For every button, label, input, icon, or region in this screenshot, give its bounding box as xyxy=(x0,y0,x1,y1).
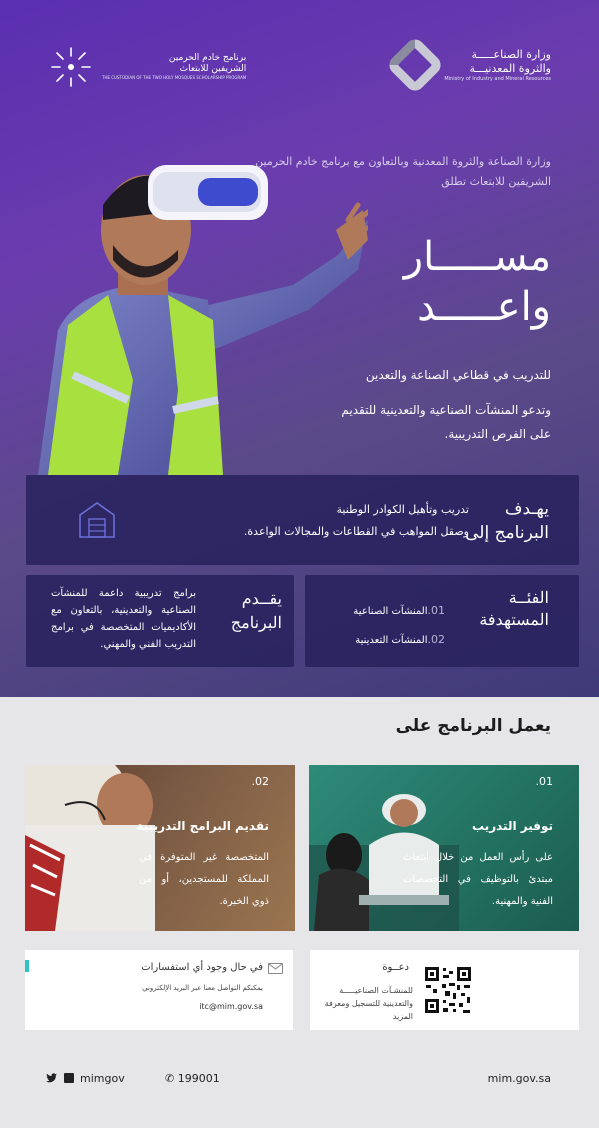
offer-label-line2: البرنامج xyxy=(230,613,282,632)
program-name-line1: برنامج خادم الحرمين xyxy=(168,53,247,63)
service-card-programs xyxy=(25,765,295,931)
title-line2-end: ـــد xyxy=(417,284,474,330)
program-name-line2: الشريفين للابتعاث xyxy=(179,64,247,74)
social-handle[interactable]: mimgov xyxy=(80,1072,125,1085)
contact-email-link[interactable]: itc@mim.gov.sa xyxy=(199,1002,263,1011)
qr-code-icon[interactable] xyxy=(423,965,473,1015)
offer-label xyxy=(231,587,282,635)
list-item-number: 02. xyxy=(427,633,445,646)
ministry-name-line2: والثروة المعدنيـــة xyxy=(469,61,551,75)
ministry-logo xyxy=(394,44,551,86)
twitter-icon[interactable] xyxy=(46,1073,57,1083)
card-number: 01. xyxy=(535,775,553,788)
factory-icon xyxy=(76,499,118,541)
mail-icon xyxy=(268,963,283,974)
card-title: تقديم البرامج التدريبية xyxy=(136,819,269,833)
website-link[interactable]: mim.gov.sa xyxy=(487,1072,551,1085)
ministry-name-en: Ministry of Industry and Mineral Resources xyxy=(444,75,551,82)
goal-label-line1: يهـدف xyxy=(504,499,549,519)
goal-text-line2: وصقل المواهب في القطاعات والمجالات الواعدة. xyxy=(243,525,469,538)
target-label xyxy=(479,587,549,631)
intro-text: وزارة الصناعة والثروة المعدنية وبالتعاون مع برنامج خادم الحرمين الشريفين للابتعاث تطلق xyxy=(255,155,551,188)
title-line2-start: واعــ xyxy=(473,284,551,330)
subtitle-2: وتدعو المنشآت الصناعية والتعدينية للتقديم على الفرص التدريبية. xyxy=(341,403,551,441)
invite-card xyxy=(310,950,579,1030)
offer-box xyxy=(26,575,294,667)
programs-photo-image xyxy=(25,765,155,931)
contact-text: يمكنكم التواصل معنا عبر البريد الإلكتروني xyxy=(142,984,263,992)
card-description: على رأس العمل من خلال ابتعاث مبتدئ بالتوظيف في التخصصات الفنية والمهنية. xyxy=(403,852,553,907)
footer-phone[interactable] xyxy=(165,1072,220,1085)
title-line1-start: مســ xyxy=(470,234,551,280)
program-star-icon xyxy=(48,44,94,90)
goal-label xyxy=(465,497,549,545)
goal-box xyxy=(26,475,579,565)
list-item xyxy=(353,626,451,655)
phone-icon: ✆ xyxy=(165,1072,175,1085)
phone-number[interactable]: 199001 xyxy=(177,1072,220,1085)
offer-text: برامج تدريبية داعمة للمنشآت الصناعية والتعدينية، بالتعاون مع الأكاديميات المتخصصة في برامج التدريب الفني والمهني. xyxy=(51,588,196,650)
title-line1-end: ـــار xyxy=(403,234,471,280)
list-item-text: المنشآت التعدينية xyxy=(355,635,428,646)
target-label-line1: الفئــة xyxy=(508,588,549,607)
offer-label-line1: يقــدم xyxy=(241,589,282,608)
works-title: يعمل البرنامج على xyxy=(395,716,551,736)
program-name-en: THE CUSTODIAN OF THE TWO HOLY MOSQUES SCHOLARSHIP PROGRAM xyxy=(102,75,247,80)
card-description: المتخصصة غير المتوفرة في المملكة للمستجدين، أو من ذوي الخبرة. xyxy=(139,852,269,907)
list-item xyxy=(353,597,451,626)
invite-title: دعــوة xyxy=(382,962,409,973)
contact-card xyxy=(25,950,293,1030)
subtitle-1: للتدريب في قطاعي الصناعة والتعدين xyxy=(365,368,551,382)
ministry-name-line1: وزارة الصناعـــــة xyxy=(471,47,551,61)
target-box xyxy=(305,575,579,667)
target-list xyxy=(353,597,451,655)
accent-strip xyxy=(25,960,29,972)
list-item-text: المنشآت الصناعية xyxy=(353,606,428,617)
target-label-line2: المستهدفة xyxy=(479,610,549,629)
card-number: 02. xyxy=(251,775,269,788)
invite-text: للمنشـآت الصناعيـــــة والتعدينية للتسجيل ومعرفة المزيد xyxy=(324,986,413,1021)
contact-title: في حال وجود أي استفسارات xyxy=(141,962,263,973)
service-card-training xyxy=(309,765,579,931)
goal-text xyxy=(244,499,469,543)
page-title xyxy=(231,232,551,332)
list-item-number: 01. xyxy=(427,604,445,617)
card-title: توفير التدريب xyxy=(472,819,553,833)
linkedin-icon[interactable] xyxy=(64,1073,74,1083)
program-logo xyxy=(48,44,246,90)
footer-social[interactable] xyxy=(46,1072,125,1085)
goal-label-line2: البرنامج إلى xyxy=(465,523,549,543)
ministry-emblem-icon xyxy=(386,35,445,94)
goal-text-line1: تدريب وتأهيل الكوادر الوطنية xyxy=(336,503,469,516)
